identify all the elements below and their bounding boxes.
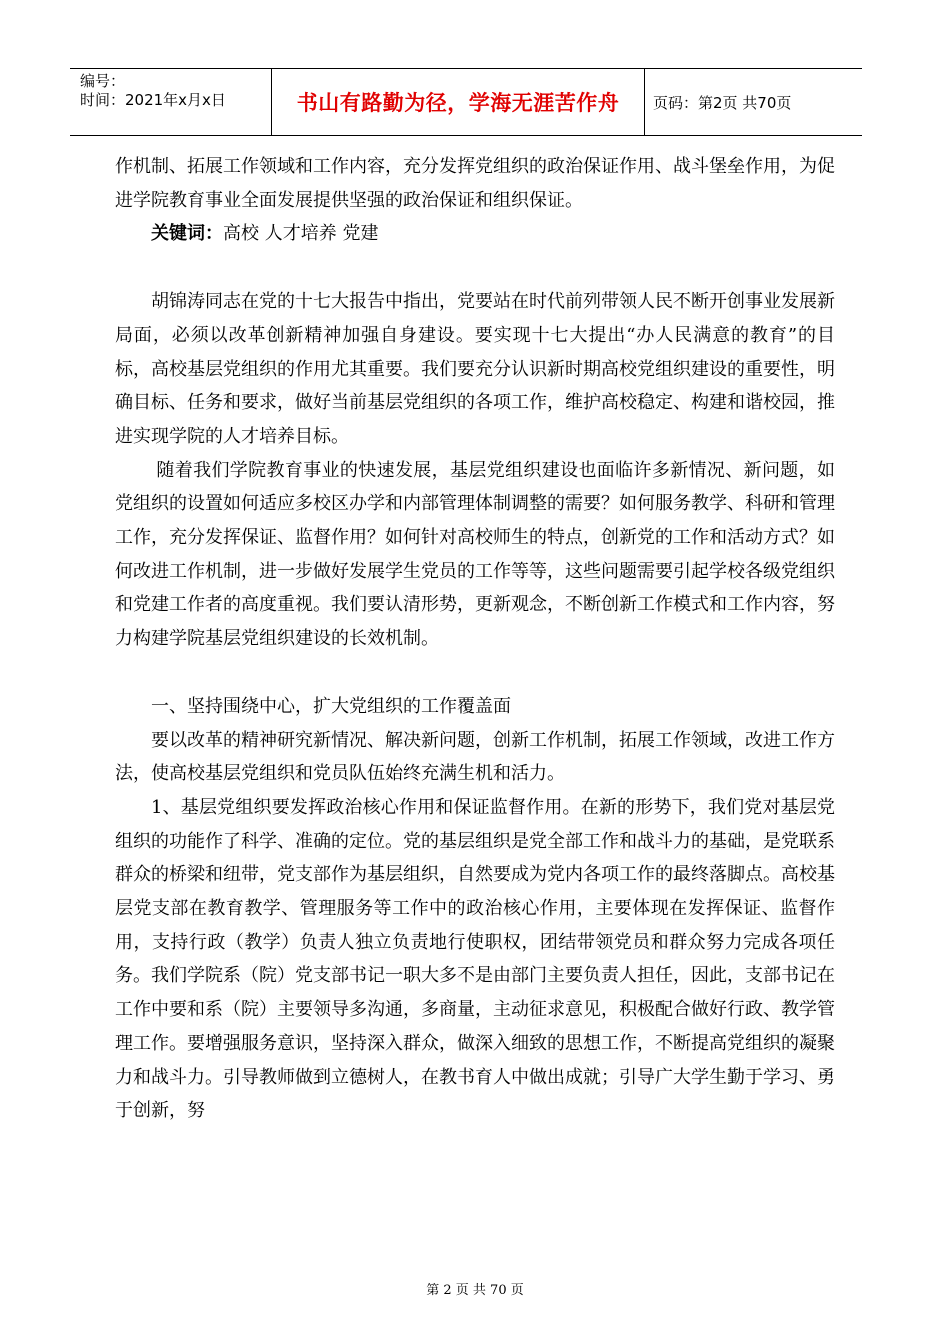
header-motto: 书山有路勤为径，学海无涯苦作舟: [272, 69, 645, 135]
paragraph-gap: [115, 656, 835, 690]
paragraph-challenges: 随着我们学院教育事业的快速发展，基层党组织建设也面临许多新情况、新问题，如党组织的设置如何适应多校区办学和内部管理体制调整的需要？如何服务教学、科研和管理工作，充分发挥保证、监督作用？如何针对高校师生的特点，创新党的工作和活动方式？如何改进工作机制，进一步做好发展学生党员的工作等等，这些问题需要引起学校各级党组织和党建工作者的高度重视。我们要认清形势，更新观念，不断创新工作模式和工作内容，努力构建学院基层党组织建设的长效机制。: [115, 459, 835, 650]
document-number-label: 编号：: [80, 72, 126, 90]
document-date: 时间：2021年x月x日: [80, 91, 226, 109]
paragraph-intro: 胡锦涛同志在党的十七大报告中指出，党要站在时代前列带领人民不断开创事业发展新局面，必须以改革创新精神加强自身建设。要实现十七大提出“办人民满意的教育”的目标，高校基层党组织的作用尤其重要。我们要充分认识新时期高校党组织建设的重要性，明确目标、任务和要求，做好当前基层党组织的各项工作，维护高校稳定、构建和谐校园，推进实现学院的人才培养目标。: [115, 291, 835, 447]
keywords-label: 关键词：: [151, 223, 223, 245]
document-body: [115, 150, 835, 1128]
keywords-line: [115, 217, 835, 251]
page-header: [70, 68, 862, 136]
paragraph-gap: [115, 251, 835, 285]
section-heading-1: 一、坚持围绕中心，扩大党组织的工作覆盖面: [151, 695, 511, 717]
keywords-text: 高校 人才培养 党建: [223, 223, 379, 245]
section-1-point-1: 1、基层党组织要发挥政治核心作用和保证监督作用。在新的形势下，我们党对基层党组织的功能作了科学、准确的定位。党的基层组织是党全部工作和战斗力的基础，是党联系群众的桥梁和纽带，党支部作为基层组织，自然要成为党内各项工作的最终落脚点。高校基层党支部在教育教学、管理服务等工作中的政治核心作用，主要体现在发挥保证、监督作用，支持行政（教学）负责人独立负责地行使职权，团结带领党员和群众努力完成各项任务。我们学院系（院）党支部书记一职大多不是由部门主要负责人担任，因此，支部书记在工作中要和系（院）主要领导多沟通，多商量，主动征求意见，积极配合做好行政、教学管理工作。要增强服务意识，坚持深入群众，做深入细致的思想工作，不断提高党组织的凝聚力和战斗力。引导教师做到立德树人，在教书育人中做出成就；引导广大学生勤于学习、勇于创新，努: [115, 796, 835, 1122]
section-1-paragraph: 要以改革的精神研究新情况、解决新问题，创新工作机制，拓展工作领域，改进工作方法，使高校基层党组织和党员队伍始终充满生机和活力。: [115, 729, 835, 785]
page-footer: 第 2 页 共 70 页: [426, 1283, 524, 1298]
header-page-info: 页码：第2页 共70页: [653, 93, 792, 112]
abstract-continuation: 作机制、拓展工作领域和工作内容，充分发挥党组织的政治保证作用、战斗堡垒作用，为促进学院教育事业全面发展提供坚强的政治保证和组织保证。: [115, 156, 835, 211]
header-meta: [70, 69, 272, 135]
